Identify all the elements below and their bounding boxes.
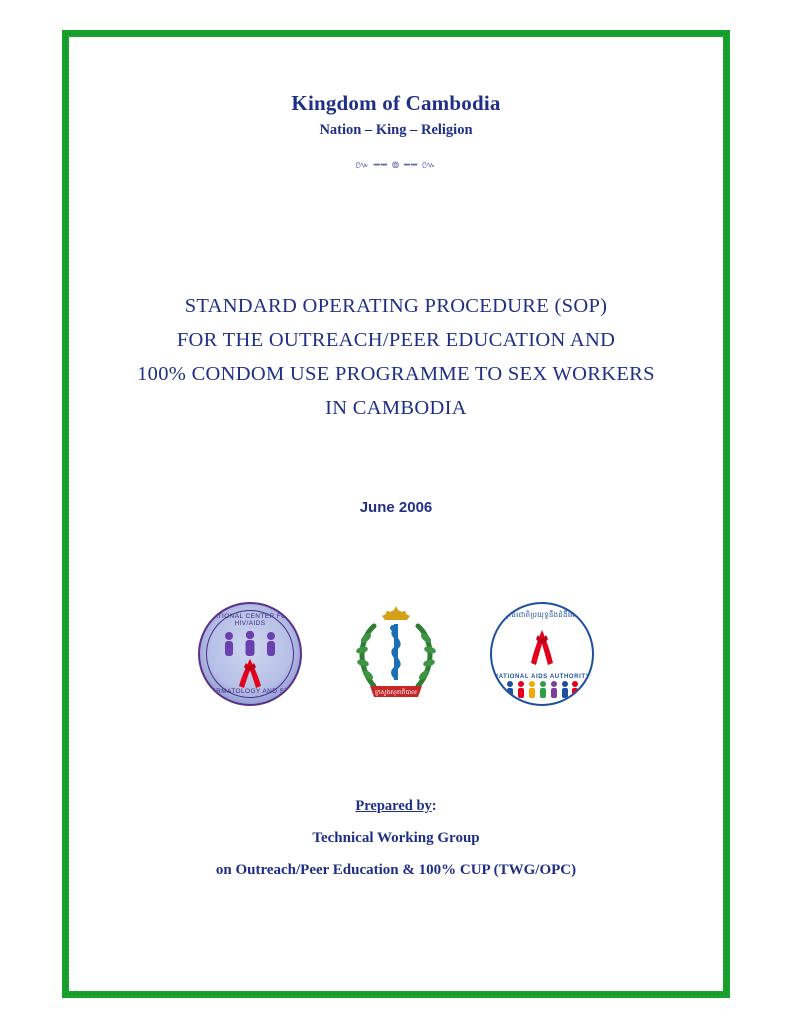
prepared-by-colon: :: [431, 798, 437, 814]
logo-row: [69, 602, 723, 706]
moh-banner-caption: ក្រសួងសុខាភិបាល: [375, 690, 417, 696]
national-aids-authority-logo: [490, 602, 594, 706]
prepared-by-label: Prepared by: [355, 798, 432, 814]
title-line-4: IN CAMBODIA: [325, 397, 467, 419]
kingdom-title: Kingdom of Cambodia: [291, 91, 501, 115]
title-line-3: 100% CONDOM USE PROGRAMME TO SEX WORKERS: [137, 363, 655, 385]
kingdom-heading: [69, 91, 723, 171]
nchads-seal-top-text: NATIONAL CENTER FOR HIV/AIDS: [208, 613, 292, 627]
moh-emblem-icon: [344, 602, 448, 706]
prepared-by-block: [69, 798, 723, 879]
prepared-by-organization-sub: on Outreach/Peer Education & 100% CUP (TWG/OPC): [215, 862, 577, 878]
prepared-by-line: [69, 798, 723, 815]
ministry-of-health-logo: [344, 602, 448, 706]
nchads-seal-logo: [198, 602, 302, 706]
naa-people-row-icon: [492, 680, 592, 700]
red-aids-ribbon-icon: [233, 653, 267, 689]
cover-content: [69, 37, 723, 991]
naa-red-ribbon-icon: [526, 626, 558, 666]
prepared-by-organization: Technical Working Group: [312, 830, 480, 846]
title-line-2: FOR THE OUTREACH/PEER EDUCATION AND: [176, 329, 616, 351]
nchads-seal-bottom-text: DERMATOLOGY AND STD: [206, 688, 294, 695]
publication-date: June 2006: [359, 499, 433, 516]
khmer-divider-ornament: ៚ ━━ ៙ ━━ ៚: [355, 160, 437, 171]
document-title: [69, 289, 723, 425]
national-motto: Nation – King – Religion: [319, 122, 473, 138]
naa-khmer-text: អាជ្ញាធរជាតិប្រយុទ្ធនឹងជំងឺអេដស៍: [497, 611, 587, 619]
naa-english-text: NATIONAL AIDS AUTHORITY: [493, 674, 591, 680]
title-line-1: STANDARD OPERATING PROCEDURE (SOP): [184, 295, 608, 317]
